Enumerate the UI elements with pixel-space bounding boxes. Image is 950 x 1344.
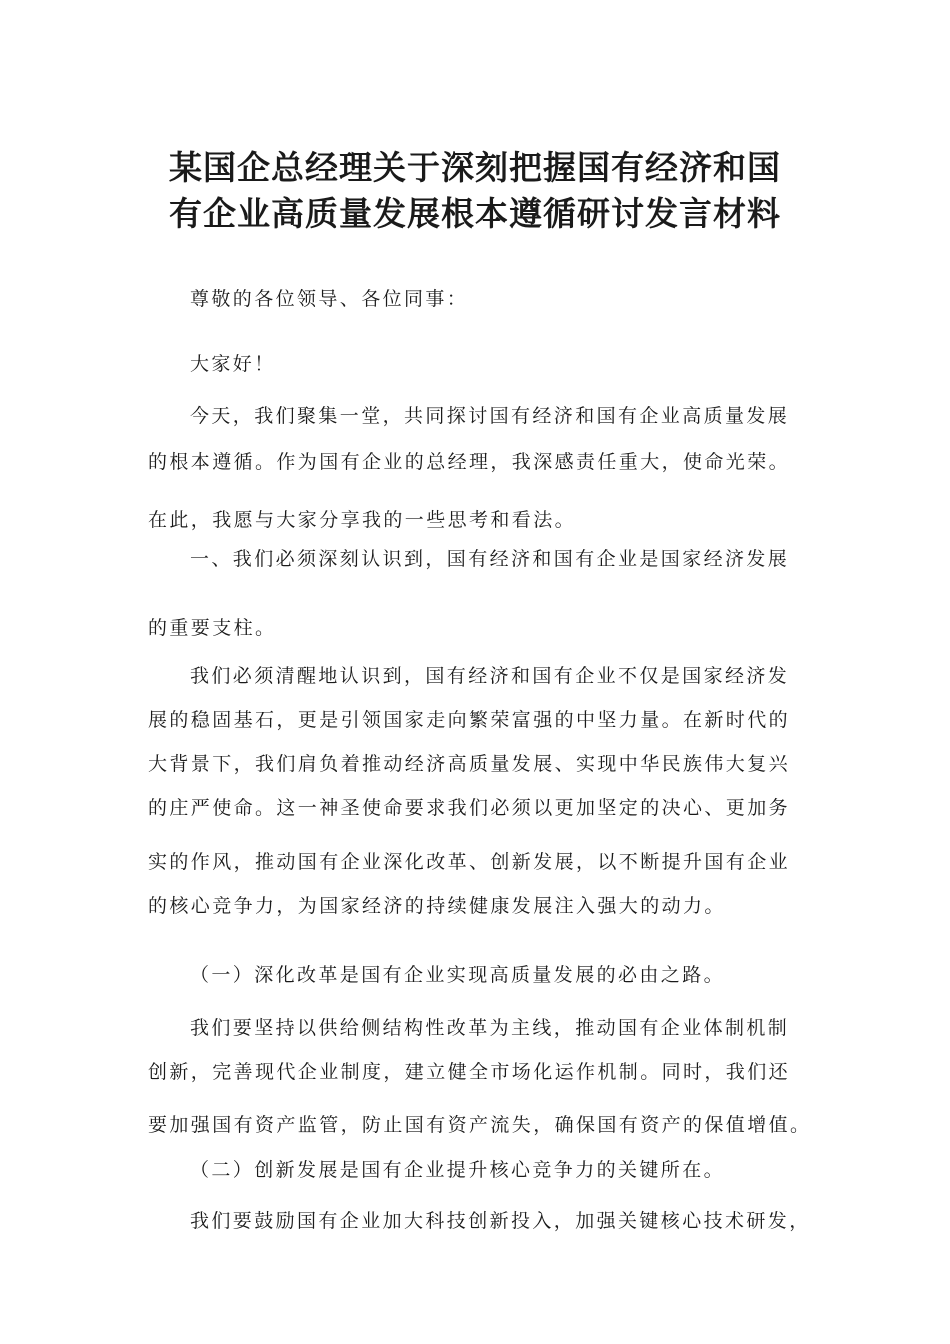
paragraph-line: 大背景下，我们肩负着推动经济高质量发展、实现中华民族伟大复兴 bbox=[148, 753, 791, 775]
document-title-line-2: 有企业高质量发展根本遵循研讨发言材料 bbox=[169, 194, 781, 233]
paragraph-line: 我们必须清醒地认识到，国有经济和国有企业不仅是国家经济发 bbox=[190, 665, 790, 687]
paragraph-line: 我们要鼓励国有企业加大科技创新投入，加强关键核心技术研发， bbox=[190, 1210, 811, 1232]
paragraph-line: 的核心竞争力，为国家经济的持续健康发展注入强大的动力。 bbox=[148, 895, 726, 917]
paragraph-line: 的根本遵循。作为国有企业的总经理，我深感责任重大，使命光荣。 bbox=[148, 451, 791, 473]
paragraph-line: 创新，完善现代企业制度，建立健全市场化运作机制。同时，我们还 bbox=[148, 1061, 791, 1083]
subsection-heading: （二）创新发展是国有企业提升核心竞争力的关键所在。 bbox=[190, 1159, 726, 1181]
paragraph-line: 今天，我们聚集一堂，共同探讨国有经济和国有企业高质量发展 bbox=[190, 405, 790, 427]
subsection-heading: （一）深化改革是国有企业实现高质量发展的必由之路。 bbox=[190, 964, 726, 986]
paragraph-line: 实的作风，推动国有企业深化改革、创新发展，以不断提升国有企业 bbox=[148, 851, 791, 873]
greeting: 大家好！ bbox=[190, 353, 276, 375]
paragraph-line: 展的稳固基石，更是引领国家走向繁荣富强的中坚力量。在新时代的 bbox=[148, 709, 791, 731]
document-title-line-1: 某国企总经理关于深刻把握国有经济和国 bbox=[169, 148, 781, 187]
section-heading-line: 一、我们必须深刻认识到，国有经济和国有企业是国家经济发展 bbox=[190, 548, 790, 570]
paragraph-line: 要加强国有资产监管，防止国有资产流失，确保国有资产的保值增值。 bbox=[148, 1114, 812, 1136]
section-heading-line: 的重要支柱。 bbox=[148, 617, 277, 639]
paragraph-line: 我们要坚持以供给侧结构性改革为主线，推动国有企业体制机制 bbox=[190, 1017, 790, 1039]
paragraph-line: 的庄严使命。这一神圣使命要求我们必须以更加坚定的决心、更加务 bbox=[148, 797, 791, 819]
paragraph-line: 在此，我愿与大家分享我的一些思考和看法。 bbox=[148, 509, 577, 531]
salutation: 尊敬的各位领导、各位同事： bbox=[190, 288, 469, 310]
